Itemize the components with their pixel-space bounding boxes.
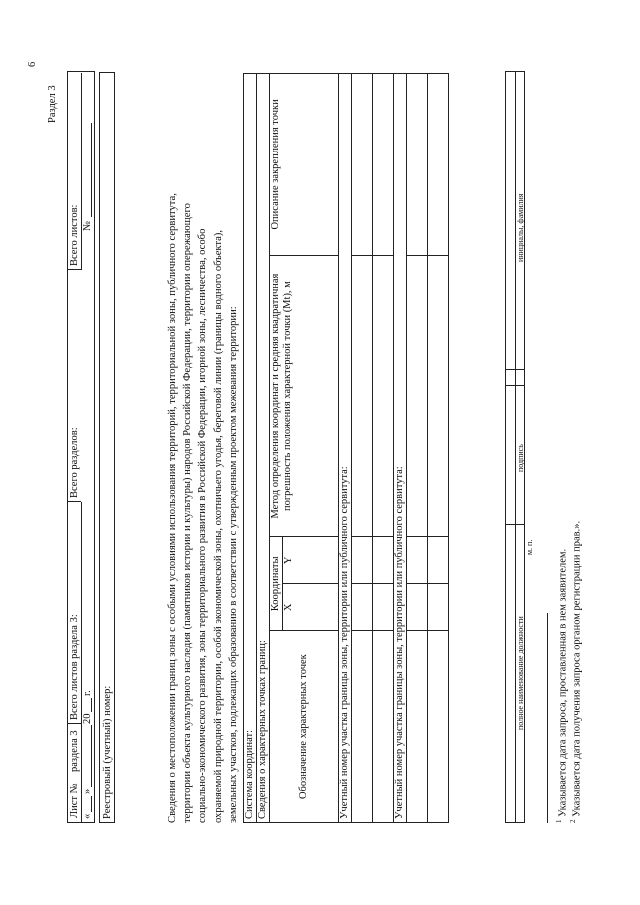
date-year-prefix: 20 xyxy=(82,713,93,724)
coord-system-label: Система координат: xyxy=(244,74,257,823)
date-year-suffix: г. xyxy=(82,690,93,696)
col-coordinates: Координаты xyxy=(270,537,283,631)
parcel-row-label: Учетный номер участка границы зоны, территории или публичного сервитута: xyxy=(394,74,407,823)
paragraph-line: охраняемой природной территории, особой экономической зоны, охотничьего угодья, береговой линии (границы водного объекта), xyxy=(212,229,224,823)
footnote-text: Указывается дата запроса, проставленная в нем заявителем. xyxy=(557,548,569,817)
paragraph-line: Сведения о местоположении границ зоны с особыми условиями использования территорий, территориальной зоны, публичного сервитута, xyxy=(167,193,178,823)
col-point-designation: Обозначение характерных точек xyxy=(270,631,339,823)
footnote-mark: 1 xyxy=(555,819,563,823)
table-row xyxy=(428,74,449,823)
stamp-label: м. п. xyxy=(525,539,534,555)
parcel-row-label: Учетный номер участка границы зоны, территории или публичного сервитута: xyxy=(339,74,352,823)
footnote-mark: 2 xyxy=(569,819,577,823)
footnote-separator xyxy=(547,613,548,823)
date-open-quote: « xyxy=(82,813,93,819)
table-row xyxy=(407,74,428,823)
total-sheets-label: Всего листов: xyxy=(69,204,80,266)
registry-box xyxy=(99,650,115,823)
total-sections-label: Всего разделов: xyxy=(69,427,80,498)
section-label: Раздел 3 xyxy=(47,85,58,123)
sheet-label: Лист № xyxy=(69,783,80,818)
col-y: Y xyxy=(283,537,339,584)
paragraph-line: территории объекта культурного наследия (памятников истории и культуры) народов Российской Федерации, территории опережающего xyxy=(182,203,194,823)
registry-value-field xyxy=(99,72,115,651)
position-label: полное наименование должности xyxy=(516,616,525,730)
points-info-label: Сведения о характерных точках границ: xyxy=(257,74,270,823)
number-sign: № xyxy=(82,220,93,231)
table-row xyxy=(352,74,373,823)
signature-label: подпись xyxy=(516,444,525,472)
registry-label: Реестровый (учетный) номер: xyxy=(102,685,113,819)
paragraph-line: земельных участков, подлежащих образованию в соответствии с утвержденным проектом межевания территории: xyxy=(227,306,239,823)
col-method: Метод определения координат и средняя квадратичная погрешность положения характерной точки (Mt), м xyxy=(270,255,339,537)
total-sheets-section-label: Всего листов раздела 3: xyxy=(69,614,80,720)
col-x: X xyxy=(283,584,339,631)
table-row xyxy=(373,74,394,823)
signature-block xyxy=(505,71,525,823)
description-paragraph xyxy=(165,73,241,823)
points-table xyxy=(243,73,449,823)
date-close-quote: » xyxy=(82,788,93,794)
name-label: инициалы, фамилия xyxy=(516,193,525,262)
footnote-2 xyxy=(567,521,584,823)
sheet-section: раздела 3 xyxy=(69,730,80,772)
col-description: Описание закрепления точки xyxy=(270,74,339,256)
page-number: 6 xyxy=(27,61,38,67)
paragraph-line: социально-экономического развития, зоны территориального развития в Российской Федерации, игорной зоны, лесничества, особо xyxy=(197,228,209,823)
footnote-text: Указывается дата получения запроса органом регистрации прав.». xyxy=(571,520,583,817)
